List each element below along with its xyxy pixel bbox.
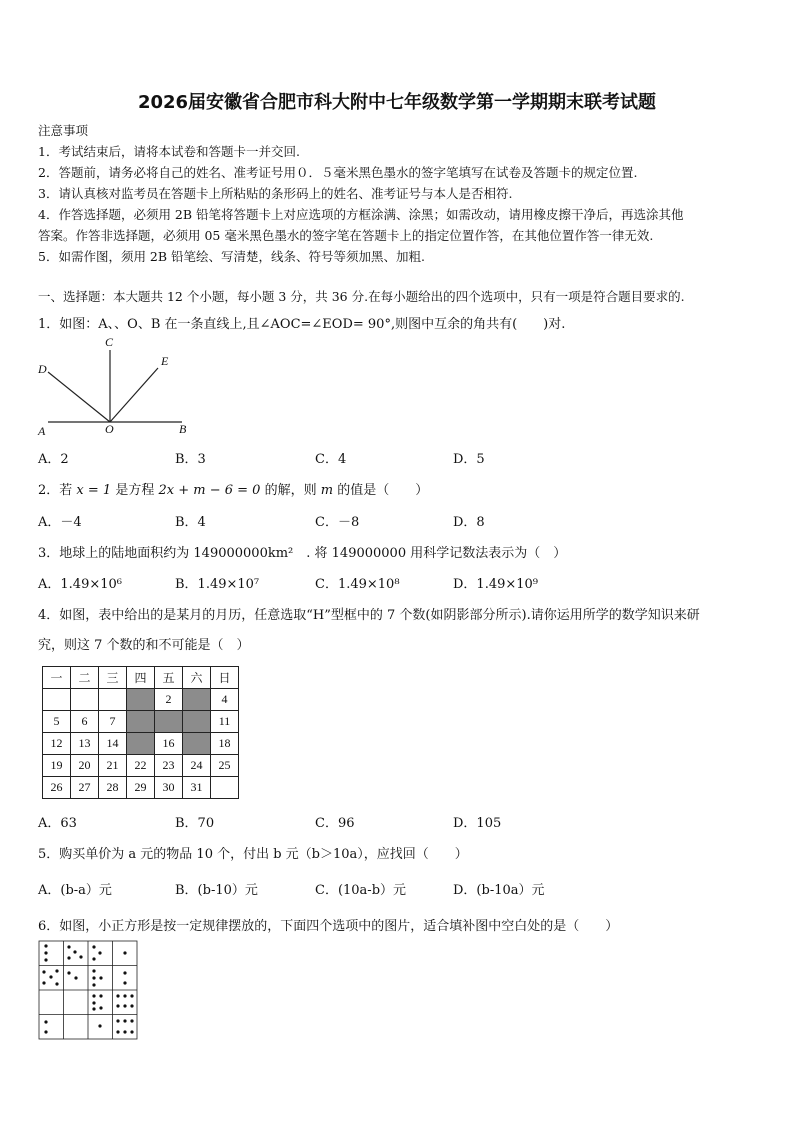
- calendar-cell: [43, 689, 71, 711]
- point-label-a: A: [38, 424, 46, 438]
- option-d: D．5: [453, 452, 485, 467]
- calendar-cell: 2: [155, 689, 183, 711]
- calendar-cell: 16: [155, 733, 183, 755]
- option-c: C．96: [315, 816, 355, 831]
- option-b: B．1.49×10⁷: [175, 577, 260, 592]
- point-label-b: B: [179, 422, 187, 436]
- option-d: D．1.49×10⁹: [453, 577, 539, 592]
- calendar-cell: 6: [71, 711, 99, 733]
- calendar-cell: 4: [211, 689, 239, 711]
- option-a: A．(b-a）元: [38, 883, 112, 898]
- calendar-row: [43, 733, 239, 755]
- calendar-cell: 25: [211, 755, 239, 777]
- point-label-e: E: [161, 354, 169, 368]
- option-a: A．2: [38, 452, 69, 467]
- point-label-c: C: [105, 335, 114, 349]
- calendar-cell-shaded: [127, 711, 155, 733]
- question-4-stem: 究，则这 7 个数的和不可能是（ ）: [38, 638, 250, 653]
- calendar-cell: [211, 777, 239, 799]
- calendar-header-cell: 一: [43, 667, 71, 689]
- notice-item: 2．答题前，请务必将自己的姓名、准考证号用０．５毫米黑色墨水的签字笔填写在试卷及答题卡的规定位置.: [38, 165, 638, 180]
- calendar-cell-shaded: [127, 689, 155, 711]
- option-b: B．3: [175, 452, 206, 467]
- question-3-stem: 3．地球上的陆地面积约为 149000000km² . 将 149000000 用科学记数法表示为（ ）: [38, 546, 567, 561]
- option-b: B．4: [175, 515, 206, 530]
- calendar-header-cell: 五: [155, 667, 183, 689]
- option-a: A．63: [38, 816, 77, 831]
- calendar-cell: 31: [183, 777, 211, 799]
- calendar-cell: 28: [99, 777, 127, 799]
- q2-equation: x = 1: [76, 483, 112, 498]
- calendar-cell: 22: [127, 755, 155, 777]
- calendar-cell: 24: [183, 755, 211, 777]
- calendar-row: [43, 777, 239, 799]
- calendar-cell: 30: [155, 777, 183, 799]
- calendar-cell-shaded: [183, 689, 211, 711]
- calendar-cell: 18: [211, 733, 239, 755]
- calendar-header-cell: 三: [99, 667, 127, 689]
- angle-figure: [30, 332, 200, 437]
- calendar-row: [43, 711, 239, 733]
- q2-text: 是方程: [115, 483, 155, 498]
- option-c: C．4: [315, 452, 347, 467]
- calendar-cell-shaded: [183, 711, 211, 733]
- option-c: C．－8: [315, 515, 360, 530]
- option-b: B．70: [175, 816, 215, 831]
- calendar-cell: 14: [99, 733, 127, 755]
- option-c: C．(10a-b）元: [315, 883, 407, 898]
- calendar-cell: 20: [71, 755, 99, 777]
- section-heading: 一、选择题：本大题共 12 个小题，每小题 3 分，共 36 分.在每小题给出的四个选项中，只有一项是符合题目要求的.: [38, 289, 685, 304]
- dot-pattern-grid: [38, 940, 138, 1040]
- notice-heading: 注意事项: [38, 123, 89, 138]
- calendar-cell: 29: [127, 777, 155, 799]
- question-5-stem: 5．购买单价为 a 元的物品 10 个，付出 b 元（b＞10a），应找回（ ）: [38, 847, 468, 862]
- calendar-row: [43, 755, 239, 777]
- question-6-stem: 6．如图，小正方形是按一定规律摆放的，下面四个选项中的图片，适合填补图中空白处的是（ ）: [38, 919, 619, 934]
- option-c: C．1.49×10⁸: [315, 577, 400, 592]
- calendar-row: [43, 689, 239, 711]
- q2-text: 2．若: [38, 483, 73, 498]
- calendar-cell: [71, 689, 99, 711]
- point-label-o: O: [105, 422, 114, 436]
- option-b: B．(b-10）元: [175, 883, 258, 898]
- calendar-cell: 26: [43, 777, 71, 799]
- calendar-cell: 11: [211, 711, 239, 733]
- point-label-d: D: [38, 362, 47, 376]
- calendar-cell: 12: [43, 733, 71, 755]
- calendar-cell-shaded: [183, 733, 211, 755]
- calendar-header-cell: 二: [71, 667, 99, 689]
- notice-item: 5．如需作图，须用 2B 铅笔绘、写清楚，线条、符号等须加黑、加粗.: [38, 249, 426, 264]
- notice-item: 答案。作答非选择题，必须用 05 毫米黑色墨水的签字笔在答题卡上的指定位置作答，在其他位置作答一律无效.: [38, 228, 654, 243]
- q2-text: 的值是（ ）: [337, 483, 429, 498]
- notice-item: 4．作答选择题，必须用 2B 铅笔将答题卡上对应选项的方框涂满、涂黑；如需改动，请用橡皮擦干净后，再选涂其他: [38, 207, 684, 222]
- notice-item: 3．请认真核对监考员在答题卡上所粘贴的条形码上的姓名、准考证号与本人是否相符.: [38, 186, 513, 201]
- calendar-cell: [99, 689, 127, 711]
- calendar-cell: 19: [43, 755, 71, 777]
- calendar-header-cell: 四: [127, 667, 155, 689]
- calendar-header-row: [43, 667, 239, 689]
- calendar-table: [42, 666, 239, 799]
- calendar-cell: 23: [155, 755, 183, 777]
- calendar-cell: 13: [71, 733, 99, 755]
- option-a: A．－4: [38, 515, 82, 530]
- calendar-cell: 7: [99, 711, 127, 733]
- option-d: D．105: [453, 816, 502, 831]
- calendar-cell-shaded: [127, 733, 155, 755]
- calendar-cell-shaded: [155, 711, 183, 733]
- option-a: A．1.49×10⁶: [38, 577, 122, 592]
- calendar-cell: 5: [43, 711, 71, 733]
- calendar-cell: 27: [71, 777, 99, 799]
- q2-equation: 2x + m − 6 = 0: [158, 483, 261, 498]
- question-1-stem: 1．如图：A、、O、B 在一条直线上,且∠AOC=∠EOD= 90°,则图中互余的角共有( )对.: [38, 317, 566, 332]
- calendar-header-cell: 六: [183, 667, 211, 689]
- question-4-stem: 4．如图，表中给出的是某月的月历，任意选取“H”型框中的 7 个数(如阴影部分所示).请你运用所学的数学知识来研: [38, 608, 700, 623]
- calendar-cell: 21: [99, 755, 127, 777]
- q2-text: 的解，则: [264, 483, 317, 498]
- page-title: 2026届安徽省合肥市科大附中七年级数学第一学期期末联考试题: [137, 92, 657, 113]
- question-2-stem: [38, 479, 428, 498]
- option-d: D．8: [453, 515, 485, 530]
- calendar-header-cell: 日: [211, 667, 239, 689]
- q2-variable: m: [320, 483, 334, 498]
- option-d: D．(b-10a）元: [453, 883, 545, 898]
- notice-item: 1．考试结束后，请将本试卷和答题卡一并交回.: [38, 144, 300, 159]
